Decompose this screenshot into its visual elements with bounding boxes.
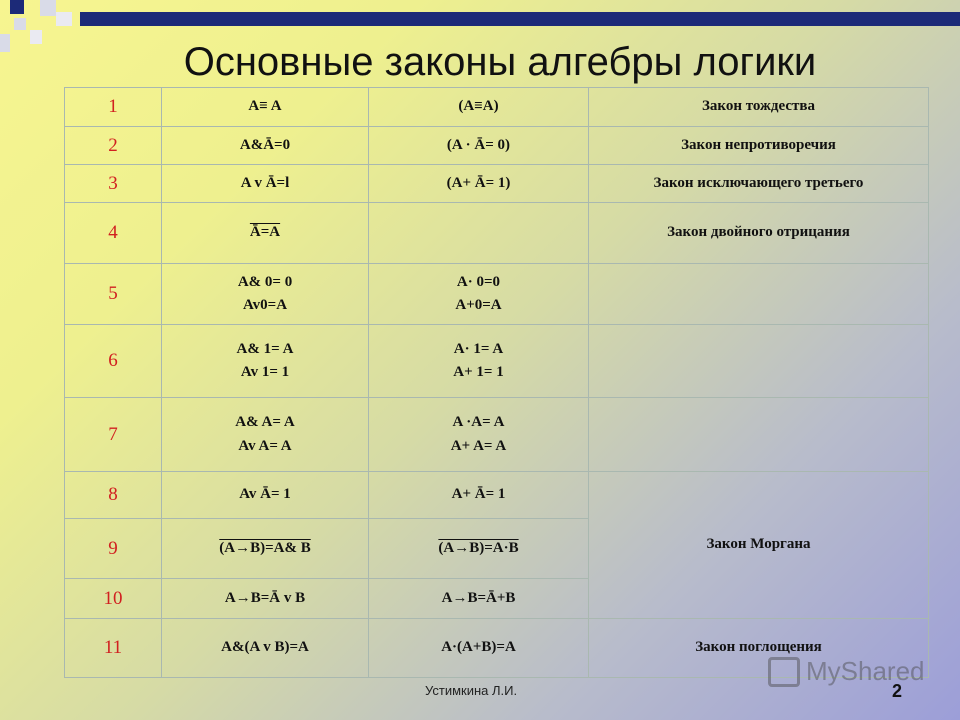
row-number: 10 bbox=[65, 579, 162, 619]
formula-and bbox=[162, 203, 369, 264]
row-number: 4 bbox=[65, 203, 162, 264]
row-number: 8 bbox=[65, 472, 162, 519]
formula-alt: (A≡A) bbox=[369, 88, 589, 127]
formula-alt: A+ Ā= 1 bbox=[369, 472, 589, 519]
law-name bbox=[589, 325, 929, 398]
slide-title: Основные законы алгебры логики bbox=[183, 40, 817, 84]
morgan-formula: (A→B)=A& B bbox=[219, 539, 311, 556]
law-name: Закон поглощения bbox=[589, 619, 929, 678]
formula-and: A v Ā=l bbox=[162, 165, 369, 203]
formula-line: A· 1= A bbox=[453, 340, 504, 357]
formula-line: A ·A= A bbox=[452, 414, 505, 431]
law-name: Закон двойного отрицания bbox=[589, 203, 929, 264]
double-negation-formula: Ā=A bbox=[249, 224, 281, 241]
formula-alt: (A+ Ā= 1) bbox=[369, 165, 589, 203]
formula-alt bbox=[369, 325, 589, 398]
formula-and: Av Ā= 1 bbox=[162, 472, 369, 519]
formula-and bbox=[162, 325, 369, 398]
formula-and bbox=[162, 519, 369, 579]
formula-line: Av A= A bbox=[238, 437, 292, 454]
formula-and bbox=[162, 398, 369, 472]
table-row bbox=[65, 127, 929, 165]
table-row bbox=[65, 398, 929, 472]
formula-and: A→B=Ā v B bbox=[162, 579, 369, 619]
laws-table bbox=[64, 87, 929, 678]
row-number: 1 bbox=[65, 88, 162, 127]
watermark-text: MyShared bbox=[806, 656, 925, 686]
formula-line: Av 1= 1 bbox=[240, 364, 290, 380]
table-row bbox=[65, 203, 929, 264]
formula-line: Av0=A bbox=[242, 297, 288, 313]
formula-line: A& 0= 0 bbox=[237, 273, 293, 290]
row-number: 2 bbox=[65, 127, 162, 165]
table-row bbox=[65, 165, 929, 203]
row-number: 5 bbox=[65, 264, 162, 325]
title-bar-accent bbox=[80, 12, 960, 26]
law-name: Закон непротиворечия bbox=[589, 127, 929, 165]
row-number: 9 bbox=[65, 519, 162, 579]
law-name bbox=[589, 398, 929, 472]
row-number: 3 bbox=[65, 165, 162, 203]
law-name-morgan: Закон Моргана bbox=[589, 472, 929, 619]
table-row bbox=[65, 472, 929, 519]
page-number: 2 bbox=[892, 681, 903, 701]
row-number: 11 bbox=[65, 619, 162, 678]
formula-line: A+ A= A bbox=[450, 437, 507, 454]
table-row bbox=[65, 264, 929, 325]
formula-and: A&Ā=0 bbox=[162, 127, 369, 165]
table-row bbox=[65, 88, 929, 127]
formula-alt bbox=[369, 203, 589, 264]
formula-alt bbox=[369, 398, 589, 472]
formula-line: A& A= A bbox=[235, 414, 295, 431]
formula-alt: A→B=Ā+B bbox=[369, 579, 589, 619]
formula-line: A+0=A bbox=[455, 297, 502, 313]
formula-alt bbox=[369, 264, 589, 325]
footer-author: Устимкина Л.И. bbox=[425, 683, 518, 698]
formula-line: A· 0=0 bbox=[456, 273, 501, 290]
morgan-formula: (A→B)=A·B bbox=[438, 539, 519, 556]
formula-alt bbox=[369, 519, 589, 579]
formula-and: A&(A v B)=A bbox=[162, 619, 369, 678]
law-name: Закон исключающего третьего bbox=[589, 165, 929, 203]
formula-and bbox=[162, 264, 369, 325]
formula-alt: A·(A+B)=A bbox=[369, 619, 589, 678]
watermark-logo-icon bbox=[768, 657, 800, 687]
law-name bbox=[589, 264, 929, 325]
row-number: 6 bbox=[65, 325, 162, 398]
formula-and: A≡ A bbox=[162, 88, 369, 127]
row-number: 7 bbox=[65, 398, 162, 472]
formula-alt: (A · Ā= 0) bbox=[369, 127, 589, 165]
table-row bbox=[65, 325, 929, 398]
formula-line: A+ 1= 1 bbox=[453, 364, 504, 380]
formula-line: A& 1= A bbox=[236, 340, 294, 357]
law-name: Закон тождества bbox=[589, 88, 929, 127]
